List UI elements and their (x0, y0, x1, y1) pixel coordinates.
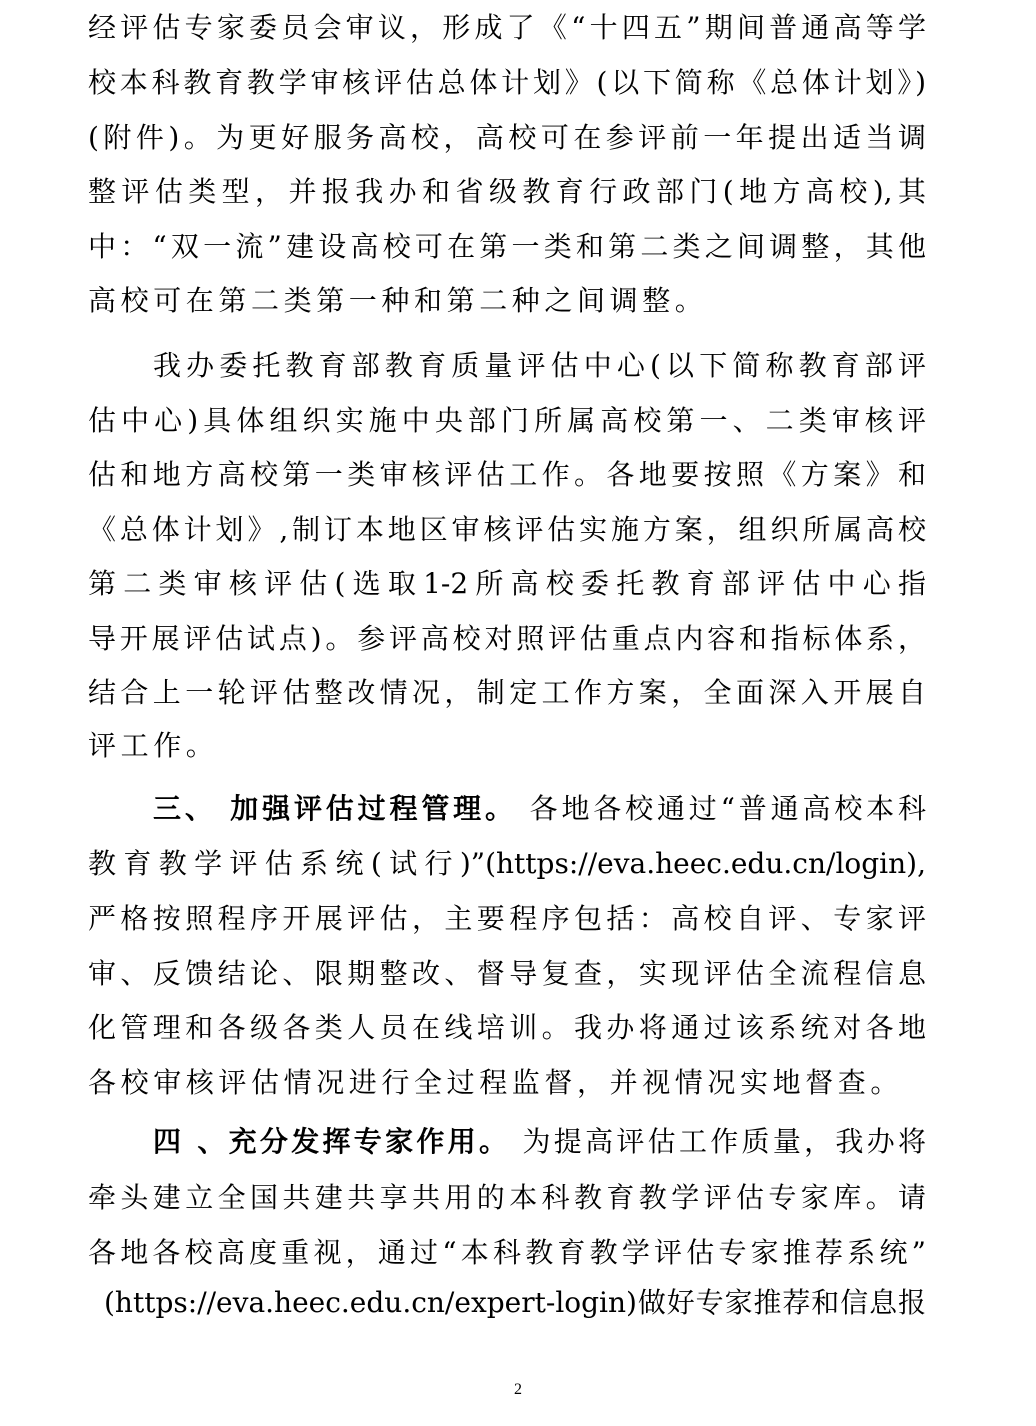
paragraph-2-line-2: 估中心)具体组织实施中央部门所属高校第一、二类审核评 (88, 404, 926, 437)
paragraph-1-line-3: (附件)。为更好服务高校，高校可在参评前一年提出适当调 (88, 121, 926, 154)
paragraph-2-line-8: 评工作。 (88, 729, 219, 762)
paragraph-3-line-3: 严格按照程序开展评估，主要程序包括：高校自评、专家评 (88, 902, 926, 935)
paragraph-1-line-2: 校本科教育教学审核评估总体计划》(以下简称《总体计划》) (88, 66, 926, 99)
paragraph-3-line-6: 各校审核评估情况进行全过程监督，并视情况实地督查。 (88, 1066, 904, 1099)
section-heading-4: 四 、充分发挥专家作用。 (153, 1125, 511, 1158)
paragraph-4-line-1 (153, 1122, 926, 1162)
paragraph-3-line-5: 化管理和各级各类人员在线培训。我办将通过该系统对各地 (88, 1011, 926, 1044)
paragraph-3-line-2: 教育教学评估系统(试行)”(https://eva.heec.edu.cn/login), (88, 847, 926, 880)
paragraph-2-line-3: 估和地方高校第一类审核评估工作。各地要按照《方案》和 (88, 458, 926, 491)
paragraph-2-line-7: 结合上一轮评估整改情况，制定工作方案，全面深入开展自 (88, 676, 926, 709)
paragraph-2-line-4: 《总体计划》,制订本地区审核评估实施方案，组织所属高校 (88, 513, 926, 546)
paragraph-4-line-4: (https://eva.heec.edu.cn/expert-login)做好专家推荐和信息报 (104, 1286, 926, 1319)
paragraph-1-line-5: 中：“双一流”建设高校可在第一类和第二类之间调整，其他 (88, 230, 926, 263)
paragraph-2-line-1: 我办委托教育部教育质量评估中心(以下简称教育部评 (153, 349, 926, 382)
paragraph-1-line-4: 整评估类型，并报我办和省级教育行政部门(地方高校),其 (88, 175, 926, 208)
paragraph-1-line-1: 经评估专家委员会审议，形成了《“十四五”期间普通高等学 (88, 11, 926, 44)
paragraph-2-line-5: 第二类审核评估(选取1-2所高校委托教育部评估中心指 (88, 567, 926, 600)
paragraph-4-line-3: 各地各校高度重视，通过“本科教育教学评估专家推荐系统” (88, 1236, 926, 1269)
page-number: 2 (514, 1381, 522, 1398)
paragraph-2-line-6: 导开展评估试点)。参评高校对照评估重点内容和指标体系， (88, 622, 926, 655)
paragraph-4-line-2: 牵头建立全国共建共享共用的本科教育教学评估专家库。请 (88, 1181, 926, 1214)
paragraph-1-line-6: 高校可在第二类第一种和第二种之间调整。 (88, 284, 708, 317)
paragraph-3-line-1 (153, 789, 926, 829)
paragraph-3-line-1-text: 各地各校通过“普通高校本科 (516, 792, 927, 825)
section-heading-3: 三、 加强评估过程管理。 (153, 792, 517, 825)
paragraph-3-line-4: 审、反馈结论、限期整改、督导复查，实现评估全流程信息 (88, 957, 926, 990)
paragraph-4-line-1-text: 为提高评估工作质量，我办将 (510, 1125, 927, 1158)
